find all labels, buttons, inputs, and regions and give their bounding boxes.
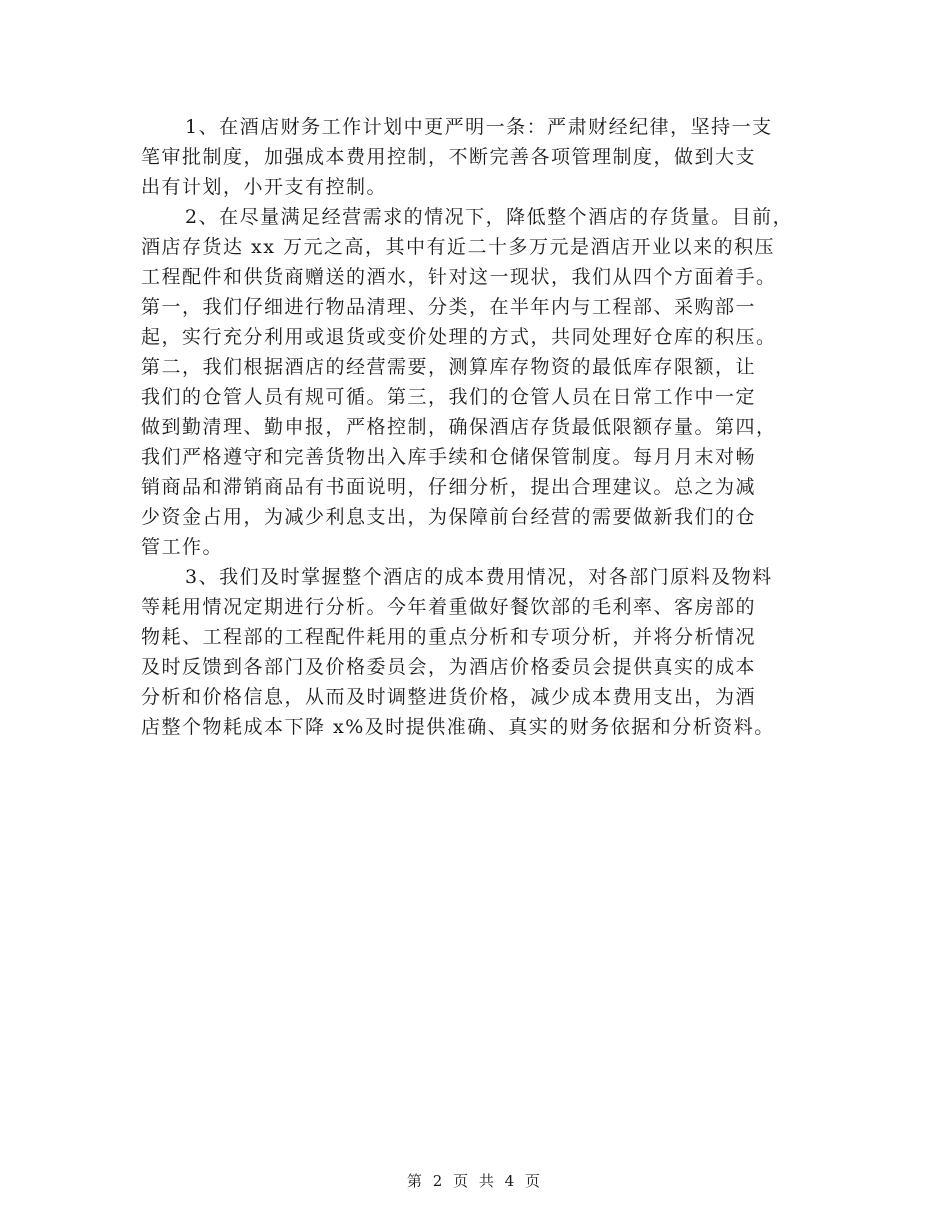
paragraph-line: 第一，我们仔细进行物品清理、分类，在半年内与工程部、采购部一 [141,296,757,318]
paragraph-line: 3、我们及时掌握整个酒店的成本费用情况，对各部门原料及物料 [185,566,773,588]
paragraph-line: 起，实行充分利用或退货或变价处理的方式，共同处理好仓库的积压。 [141,326,777,348]
paragraph-line: 及时反馈到各部门及价格委员会，为酒店价格委员会提供真实的成本 [141,656,757,678]
paragraph-line: 做到勤清理、勤申报，严格控制，确保酒店存货最低限额存量。第四， [141,416,777,438]
page-number-footer: 第 2 页 共 4 页 [407,1172,543,1190]
paragraph-line: 第二，我们根据酒店的经营需要，测算库存物资的最低库存限额，让 [141,356,757,378]
paragraph-3 [141,562,821,742]
paragraph-line: 酒店存货达 xx 万元之高，其中有近二十多万元是酒店开业以来的积压 [141,236,776,258]
paragraph-line: 分析和价格信息，从而及时调整进货价格，减少成本费用支出，为酒 [141,686,757,708]
paragraph-2 [141,202,821,562]
paragraph-line: 我们严格遵守和完善货物出入库手续和仓储保管制度。每月月末对畅 [141,446,757,468]
paragraph-line: 笔审批制度，加强成本费用控制，不断完善各项管理制度，做到大支 [141,146,757,168]
paragraph-line: 销商品和滞销商品有书面说明，仔细分析，提出合理建议。总之为减 [141,476,757,498]
paragraph-1 [141,112,821,202]
paragraph-line: 物耗、工程部的工程配件耗用的重点分析和专项分析，并将分析情况 [141,626,757,648]
paragraph-line: 等耗用情况定期进行分析。今年着重做好餐饮部的毛利率、客房部的 [141,596,757,618]
paragraph-line: 出有计划，小开支有控制。 [141,176,388,198]
paragraph-line: 少资金占用，为减少利息支出，为保障前台经营的需要做新我们的仓 [141,506,757,528]
paragraph-line: 2、在尽量满足经营需求的情况下，降低整个酒店的存货量。目前， [185,206,794,228]
document-body [141,112,821,742]
paragraph-line: 我们的仓管人员有规可循。第三，我们的仓管人员在日常工作中一定 [141,386,757,408]
paragraph-line: 管工作。 [141,536,224,558]
paragraph-line: 店整个物耗成本下降 x%及时提供准确、真实的财务依据和分析资料。 [141,716,775,738]
paragraph-line: 工程配件和供货商赠送的酒水，针对这一现状，我们从四个方面着手。 [141,266,777,288]
paragraph-line: 1、在酒店财务工作计划中更严明一条：严肃财经纪律，坚持一支 [185,116,773,138]
